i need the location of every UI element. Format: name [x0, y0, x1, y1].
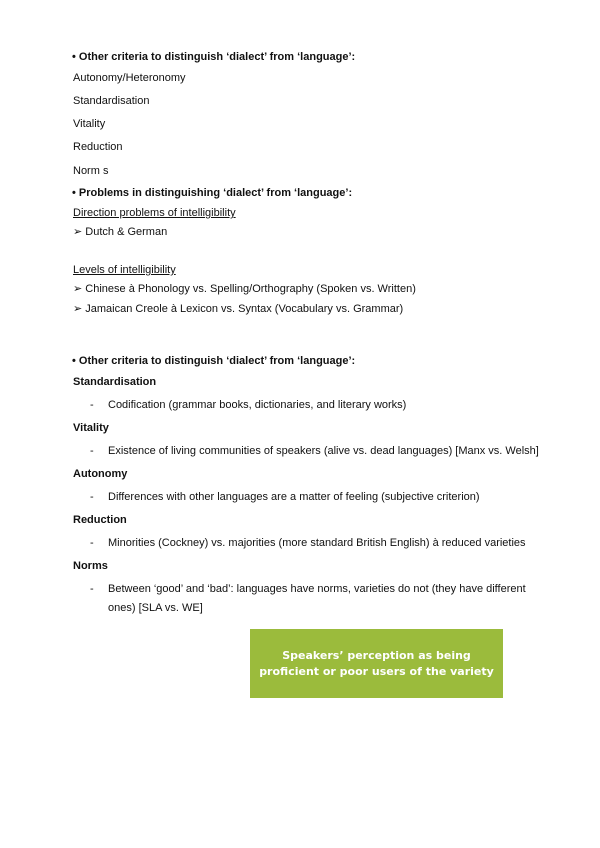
group-text-autonomy: Differences with other languages are a matter of feeling (subjective criterion) [108, 491, 480, 503]
group-text-norms: Between ‘good’ and ‘bad’: languages have norms, varieties do not (they have different ones) [SLA vs. WE] [108, 583, 526, 614]
section1-item-norms: Norm s [73, 165, 109, 177]
section2-item-jamaican: ➢ Jamaican Creole à Lexicon vs. Syntax (Vocabulary vs. Grammar) [73, 303, 404, 315]
group-text-vitality: Existence of living communities of speakers (alive vs. dead languages) [Manx vs. Welsh] [108, 445, 539, 457]
group-text-reduction: Minorities (Cockney) vs. majorities (more standard British English) à reduced varieties [108, 537, 526, 549]
section3-heading: • Other criteria to distinguish ‘dialect’ from ‘language’: [72, 355, 356, 367]
group-title-autonomy: Autonomy [73, 468, 128, 480]
group-dash: - [90, 399, 94, 411]
callout-text: Speakers’ perception as being proficient or poor users of the variety [259, 648, 494, 678]
group-dash: - [90, 491, 94, 503]
group-title-vitality: Vitality [73, 422, 109, 434]
section2-subtitle-levels: Levels of intelligibility [73, 264, 176, 276]
section1-item-autonomy: Autonomy/Heteronomy [73, 72, 186, 84]
callout-box [250, 629, 503, 698]
section1-heading: • Other criteria to distinguish ‘dialect’ from ‘language’: [72, 51, 356, 63]
group-title-norms: Norms [73, 560, 108, 572]
section2-heading: • Problems in distinguishing ‘dialect’ from ‘language’: [72, 187, 353, 199]
section1-item-vitality: Vitality [73, 118, 106, 130]
section2-item-dutch-german: ➢ Dutch & German [73, 226, 168, 238]
section1-item-reduction: Reduction [73, 141, 123, 153]
section2-item-chinese: ➢ Chinese à Phonology vs. Spelling/Orthography (Spoken vs. Written) [73, 283, 416, 295]
section1-item-standardisation: Standardisation [73, 95, 150, 107]
section2-subtitle-direction: Direction problems of intelligibility [73, 207, 236, 219]
group-text-standardisation: Codification (grammar books, dictionaries, and literary works) [108, 399, 407, 411]
group-title-standardisation: Standardisation [73, 376, 157, 388]
group-dash: - [90, 583, 94, 595]
group-title-reduction: Reduction [73, 514, 127, 526]
group-dash: - [90, 445, 94, 457]
group-dash: - [90, 537, 94, 549]
